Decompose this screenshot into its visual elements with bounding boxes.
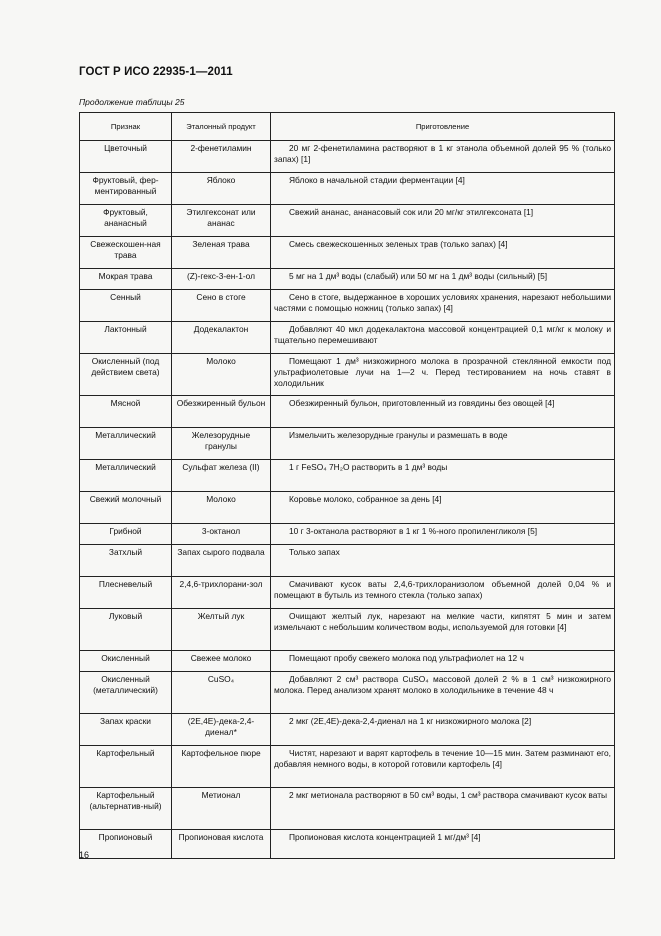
preparation-cell: Помещают пробу свежего молока под ультрафиолет на 12 ч	[271, 651, 615, 672]
table-row	[80, 354, 615, 396]
attribute-cell: Фруктовый, фер-ментированный	[80, 173, 172, 205]
attribute-cell: Лактонный	[80, 322, 172, 354]
table-row	[80, 173, 615, 205]
preparation-cell: Измельчить железорудные гранулы и размешать в воде	[271, 428, 615, 460]
preparation-cell: Смесь свежескошенных зеленых трав (только запах) [4]	[271, 237, 615, 269]
attribute-cell: Металлический	[80, 460, 172, 492]
column-header-reference-product: Эталонный продукт	[172, 113, 271, 141]
table-row	[80, 428, 615, 460]
standard-code-header: ГОСТ Р ИСО 22935-1—2011	[79, 66, 233, 78]
table-row	[80, 141, 615, 173]
attribute-cell: Грибной	[80, 524, 172, 545]
table-header-row	[80, 113, 615, 141]
preparation-cell: Смачивают кусок ваты 2,4,6-трихлоранизолом объемной долей 0,04 % и помещают в бутыль из темного стекла (только запах)	[271, 577, 615, 609]
reference-product-cell: Желтый лук	[172, 609, 271, 651]
attribute-cell: Затхлый	[80, 545, 172, 577]
table-row	[80, 460, 615, 492]
attribute-cell: Свежий молочный	[80, 492, 172, 524]
reference-product-cell: Яблоко	[172, 173, 271, 205]
attribute-cell: Картофельный	[80, 746, 172, 788]
attribute-cell: Свежескошен-ная трава	[80, 237, 172, 269]
table-row	[80, 269, 615, 290]
table-row	[80, 205, 615, 237]
reference-product-cell: 3-октанол	[172, 524, 271, 545]
attribute-cell: Луковый	[80, 609, 172, 651]
table-row	[80, 396, 615, 428]
preparation-cell: Добавляют 40 мкл додекалактона массовой концентрацией 0,1 мг/кг к молоку и тщательно перемешивают	[271, 322, 615, 354]
preparation-cell: Яблоко в начальной стадии ферментации [4]	[271, 173, 615, 205]
column-header-attribute: Признак	[80, 113, 172, 141]
attribute-cell: Окисленный	[80, 651, 172, 672]
preparation-cell: Сено в стоге, выдержанное в хороших условиях хранения, нарезают небольшими частями с помощью ножниц (только запах) [4]	[271, 290, 615, 322]
table-row	[80, 492, 615, 524]
reference-product-cell: Железорудные гранулы	[172, 428, 271, 460]
table-row	[80, 290, 615, 322]
reference-product-cell: Сено в стоге	[172, 290, 271, 322]
reference-product-cell: (Z)-гекс-3-ен-1-ол	[172, 269, 271, 290]
preparation-cell: Свежий ананас, ананасовый сок или 20 мг/кг этилгексоната [1]	[271, 205, 615, 237]
table-row	[80, 237, 615, 269]
preparation-cell: Только запах	[271, 545, 615, 577]
reference-product-cell: Сульфат железа (II)	[172, 460, 271, 492]
table-row	[80, 322, 615, 354]
preparation-cell: Добавляют 2 см³ раствора CuSO₄ массовой долей 2 % в 1 см³ низкожирного молока. Перед анализом хранят молоко в холодильнике в течение 48 ч	[271, 672, 615, 714]
table-row	[80, 788, 615, 830]
reference-product-cell: (2E,4E)-дека-2,4-диенал*	[172, 714, 271, 746]
page-number: 16	[79, 850, 90, 860]
reference-product-cell: Картофельное пюре	[172, 746, 271, 788]
table-row	[80, 651, 615, 672]
preparation-cell: Коровье молоко, собранное за день [4]	[271, 492, 615, 524]
preparation-cell: 1 г FeSO₄ 7H₂O растворить в 1 дм³ воды	[271, 460, 615, 492]
table-caption: Продолжение таблицы 25	[79, 97, 185, 107]
preparation-cell: Обезжиренный бульон, приготовленный из говядины без овощей [4]	[271, 396, 615, 428]
reference-product-cell: Этилгексонат или ананас	[172, 205, 271, 237]
reference-product-cell: 2-фенетиламин	[172, 141, 271, 173]
attribute-cell: Сенный	[80, 290, 172, 322]
reference-product-cell: 2,4,6-трихлорани-зол	[172, 577, 271, 609]
preparation-cell: 2 мкг (2E,4E)-дека-2,4-диенал на 1 кг низкожирного молока [2]	[271, 714, 615, 746]
reference-product-cell: Обезжиренный бульон	[172, 396, 271, 428]
table-row	[80, 609, 615, 651]
attribute-cell: Запах краски	[80, 714, 172, 746]
preparation-cell: Помещают 1 дм³ низкожирного молока в прозрачной стеклянной емкости под ультрафиолетовые лучи на 1—2 ч. Перед тестированием на ночь ставят в холодильник	[271, 354, 615, 396]
preparation-cell: Чистят, нарезают и варят картофель в течение 10—15 мин. Затем разминают его, добавляя немного воды, в которой готовили картофель [4]	[271, 746, 615, 788]
column-header-preparation: Приготовление	[271, 113, 615, 141]
sensory-attributes-table	[79, 112, 615, 859]
reference-product-cell: Свежее молоко	[172, 651, 271, 672]
attribute-cell: Окисленный (под действием света)	[80, 354, 172, 396]
attribute-cell: Металлический	[80, 428, 172, 460]
reference-product-cell: Пропионовая кислота	[172, 830, 271, 859]
preparation-cell: 2 мкг метионала растворяют в 50 см³ воды, 1 см³ раствора смачивают кусок ваты	[271, 788, 615, 830]
table-row	[80, 524, 615, 545]
preparation-cell: 10 г 3-октанола растворяют в 1 кг 1 %-ного пропиленгликоля [5]	[271, 524, 615, 545]
attribute-cell: Мокрая трава	[80, 269, 172, 290]
table-row	[80, 577, 615, 609]
attribute-cell: Мясной	[80, 396, 172, 428]
attribute-cell: Окисленный (металлический)	[80, 672, 172, 714]
attribute-cell: Цветочный	[80, 141, 172, 173]
table-row	[80, 672, 615, 714]
table-row	[80, 746, 615, 788]
reference-product-cell: Додекалактон	[172, 322, 271, 354]
preparation-cell: 20 мг 2-фенетиламина растворяют в 1 кг этанола объемной долей 95 % (только запах) [1]	[271, 141, 615, 173]
preparation-cell: Очищают желтый лук, нарезают на мелкие части, кипятят 5 мин и затем измельчают с небольшим количеством воды, используемой для готовки [4]	[271, 609, 615, 651]
attribute-cell: Фруктовый, ананасный	[80, 205, 172, 237]
reference-product-cell: CuSO₄	[172, 672, 271, 714]
table-row	[80, 714, 615, 746]
reference-product-cell: Запах сырого подвала	[172, 545, 271, 577]
preparation-cell: 5 мг на 1 дм³ воды (слабый) или 50 мг на 1 дм³ воды (сильный) [5]	[271, 269, 615, 290]
reference-product-cell: Молоко	[172, 492, 271, 524]
preparation-cell: Пропионовая кислота концентрацией 1 мг/дм³ [4]	[271, 830, 615, 859]
table-row	[80, 830, 615, 859]
reference-product-cell: Зеленая трава	[172, 237, 271, 269]
table-row	[80, 545, 615, 577]
attribute-cell: Пропионовый	[80, 830, 172, 859]
reference-product-cell: Молоко	[172, 354, 271, 396]
table-body	[80, 141, 615, 859]
reference-product-cell: Метионал	[172, 788, 271, 830]
attribute-cell: Плесневелый	[80, 577, 172, 609]
attribute-cell: Картофельный (альтернатив-ный)	[80, 788, 172, 830]
